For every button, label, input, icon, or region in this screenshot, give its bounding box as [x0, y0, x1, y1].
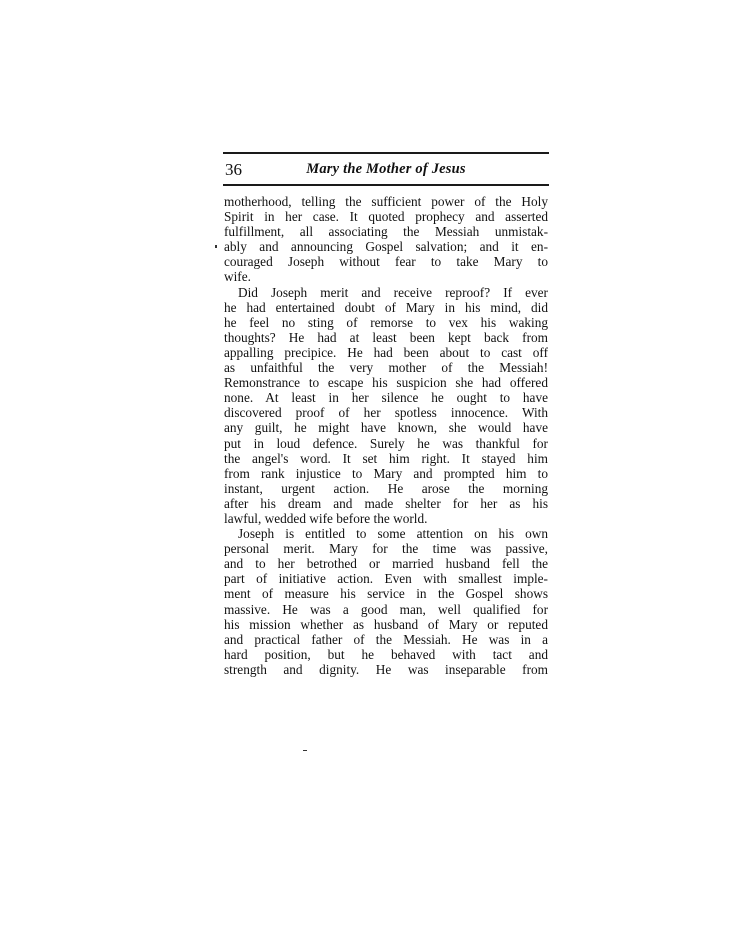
- text-line: the angel's word. It set him right. It stayed him: [224, 450, 548, 466]
- running-title: Mary the Mother of Jesus: [306, 161, 466, 177]
- text-line: Joseph is entitled to some attention on his own: [238, 526, 548, 542]
- scan-speck: [303, 750, 307, 751]
- page-number: 36: [225, 160, 242, 179]
- text-line: ment of measure his service in the Gospel shows: [224, 586, 548, 602]
- text-line: any guilt, he might have known, she would have: [224, 420, 548, 436]
- text-line: wife.: [224, 269, 251, 285]
- text-line: Spirit in her case. It quoted prophecy and asserted: [224, 209, 548, 225]
- text-line: couraged Joseph without fear to take Mary to: [224, 254, 548, 270]
- text-line: Did Joseph merit and receive reproof? If ever: [238, 284, 548, 300]
- body-text: [224, 194, 548, 677]
- text-line: thoughts? He had at least been kept back from: [224, 329, 548, 345]
- text-line: he had entertained doubt of Mary in his mind, did: [224, 299, 548, 315]
- page-header: [223, 152, 549, 186]
- text-line: Remonstrance to escape his suspicion she had offered: [224, 375, 548, 391]
- text-line: and practical father of the Messiah. He was in a: [224, 631, 548, 647]
- text-line: fulfillment, all associating the Messiah unmistak-: [224, 224, 548, 240]
- text-line: after his dream and made shelter for her as his: [224, 495, 548, 511]
- text-line: hard position, but he behaved with tact and: [224, 646, 548, 662]
- text-line: strength and dignity. He was inseparable from: [224, 661, 548, 677]
- text-line: his mission whether as husband of Mary or reputed: [224, 616, 548, 632]
- text-line: part of initiative action. Even with smallest imple-: [224, 571, 548, 587]
- text-line: put in loud defence. Surely he was thankful for: [224, 435, 548, 451]
- text-line: none. At least in her silence he ought to have: [224, 390, 548, 406]
- scan-speck: [215, 245, 217, 248]
- text-line: massive. He was a good man, well qualified for: [224, 601, 548, 617]
- text-line: and to her betrothed or married husband fell the: [224, 556, 548, 572]
- text-line: appalling precipice. He had been about to cast off: [224, 344, 548, 360]
- text-line: from rank injustice to Mary and prompted him to: [224, 465, 548, 481]
- text-line: motherhood, telling the sufficient power of the Holy: [224, 194, 548, 209]
- text-line: he feel no sting of remorse to vex his waking: [224, 314, 548, 330]
- text-line: personal merit. Mary for the time was passive,: [224, 541, 548, 557]
- text-line: discovered proof of her spotless innocence. With: [224, 405, 548, 421]
- text-line: ably and announcing Gospel salvation; and it en-: [224, 239, 548, 255]
- text-line: as unfaithful the very mother of the Messiah!: [224, 360, 548, 376]
- text-line: lawful, wedded wife before the world.: [224, 510, 428, 526]
- text-line: instant, urgent action. He arose the morning: [224, 480, 548, 496]
